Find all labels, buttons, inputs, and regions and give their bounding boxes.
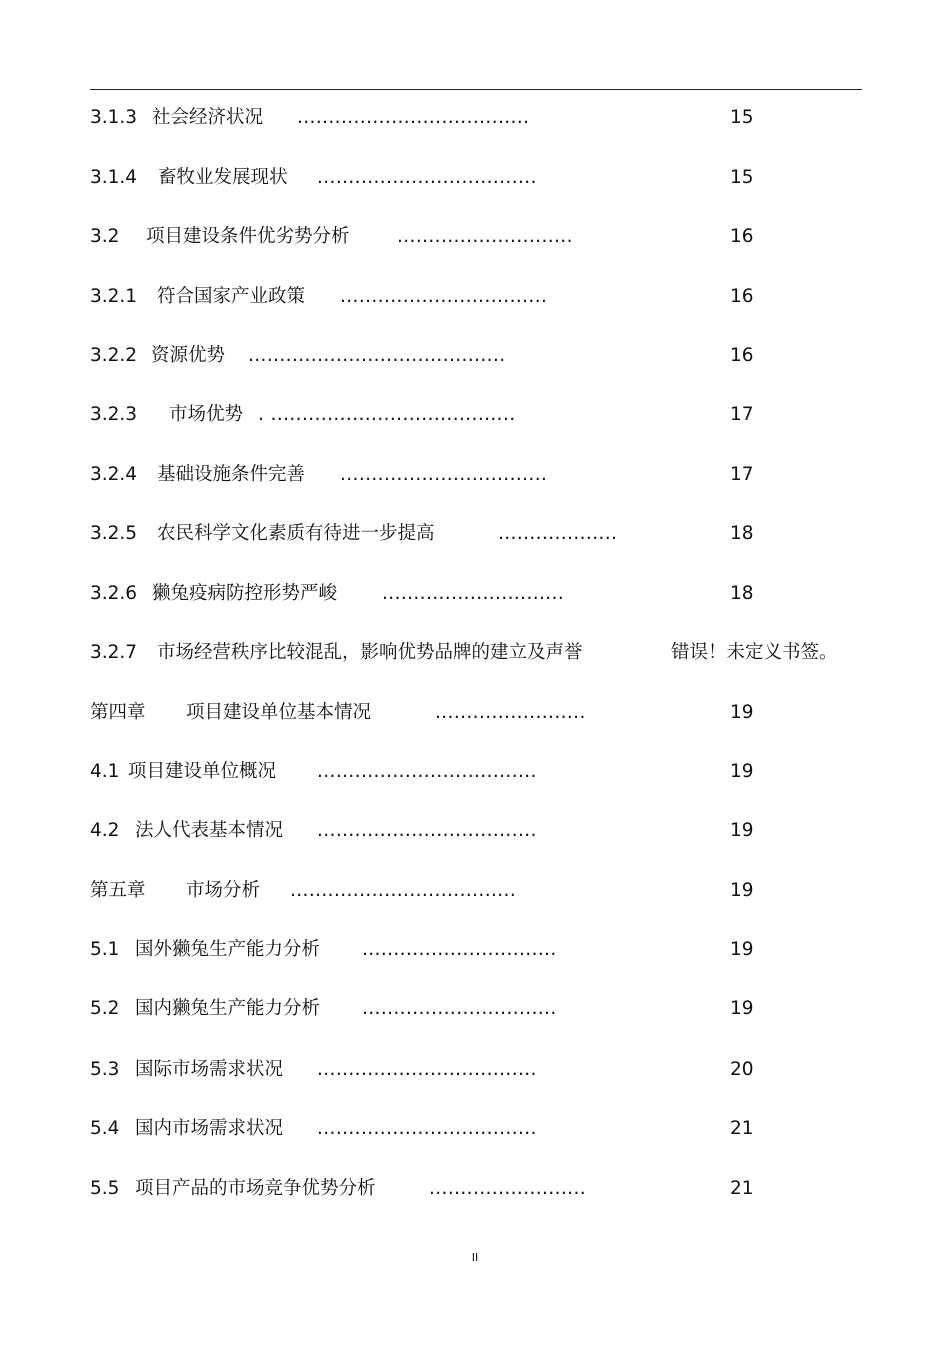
toc-entry-page: 17 <box>730 404 754 425</box>
toc-entry-number: 5.4 <box>90 1118 120 1139</box>
toc-entry-title: 畜牧业发展现状 <box>158 167 288 188</box>
toc-entry-page: 19 <box>730 702 754 723</box>
toc-entry-page: 16 <box>730 286 754 307</box>
toc-entry-page: 15 <box>730 167 754 188</box>
toc-entry-page: 19 <box>730 939 754 960</box>
toc-entry[interactable] <box>90 163 870 193</box>
toc-entry-number: 第五章 <box>90 880 146 901</box>
toc-entry[interactable] <box>90 460 870 490</box>
toc-entry-page: 18 <box>730 523 754 544</box>
toc-entry-leader: ......................................... <box>248 345 506 366</box>
toc-entry-leader: ................................. <box>340 286 548 307</box>
toc-entry-page: 21 <box>730 1118 754 1139</box>
toc-entry-title: 符合国家产业政策 <box>157 286 306 307</box>
toc-entry-title: 国外獭兔生产能力分析 <box>135 939 321 960</box>
toc-entry[interactable] <box>90 341 870 371</box>
toc-entry-page: 20 <box>730 1059 754 1080</box>
toc-entry[interactable] <box>90 638 870 668</box>
toc-entry[interactable] <box>90 400 870 430</box>
toc-entry-number: 3.2.6 <box>90 583 138 604</box>
toc-entry[interactable] <box>90 698 870 728</box>
toc-entry-leader: ................................... <box>317 167 537 188</box>
toc-entry-number: 4.1 <box>90 761 120 782</box>
toc-entry-title: 农民科学文化素质有待进一步提高 <box>157 523 435 544</box>
toc-entry-leader: ............................... <box>362 939 557 960</box>
toc-entry-number: 3.1.4 <box>90 167 138 188</box>
toc-entry-page: 15 <box>730 107 754 128</box>
toc-entry-number: 5.2 <box>90 998 120 1019</box>
toc-entry-page: 16 <box>730 226 754 247</box>
toc-entry-number: 第四章 <box>90 702 146 723</box>
toc-entry-page: 19 <box>730 880 754 901</box>
toc-entry-title: 项目建设单位基本情况 <box>186 702 372 723</box>
toc-entry[interactable] <box>90 282 870 312</box>
toc-entry[interactable] <box>90 579 870 609</box>
toc-entry-page: 16 <box>730 345 754 366</box>
toc-entry[interactable] <box>90 103 870 133</box>
toc-entry-number: 5.3 <box>90 1059 120 1080</box>
toc-entry-leader: ........................ <box>435 702 586 723</box>
toc-entry-title: 市场经营秩序比较混乱，影响优势品牌的建立及声誉 <box>157 642 583 663</box>
toc-entry-number: 3.2.4 <box>90 464 138 485</box>
toc-entry-title: 獭兔疫病防控形势严峻 <box>152 583 338 604</box>
toc-entry[interactable] <box>90 1174 870 1204</box>
toc-entry[interactable] <box>90 1055 870 1085</box>
toc-entry[interactable] <box>90 1114 870 1144</box>
toc-entry-page: 19 <box>730 761 754 782</box>
toc-entry-number: 5.5 <box>90 1178 120 1199</box>
toc-entry[interactable] <box>90 994 870 1024</box>
toc-entry-number: 3.1.3 <box>90 107 138 128</box>
toc-entry[interactable] <box>90 519 870 549</box>
toc-entry-number: 4.2 <box>90 820 120 841</box>
toc-entry[interactable] <box>90 816 870 846</box>
toc-entry-page: 18 <box>730 583 754 604</box>
toc-entry-title: 资源优势 <box>151 345 226 366</box>
toc-entry-leader: ..................................... <box>297 107 530 128</box>
toc-entry-title: 市场优势 <box>169 404 244 425</box>
toc-entry-leader: ................................. <box>340 464 548 485</box>
toc-entry[interactable] <box>90 876 870 906</box>
toc-entry-number: 3.2 <box>90 226 120 247</box>
toc-entry-title: 国际市场需求状况 <box>135 1059 284 1080</box>
toc-entry-title: 社会经济状况 <box>152 107 264 128</box>
toc-entry-page: 错误！未定义书签。 <box>671 642 838 663</box>
toc-entry[interactable] <box>90 757 870 787</box>
toc-entry-leader: ................................... <box>317 761 537 782</box>
toc-entry[interactable] <box>90 935 870 965</box>
toc-entry-leader: . ....................................... <box>258 404 516 425</box>
toc-entry-title: 项目产品的市场竞争优势分析 <box>135 1178 376 1199</box>
toc-entry-page: 19 <box>730 820 754 841</box>
toc-entry-leader: ............................ <box>397 226 573 247</box>
toc-entry-number: 3.2.3 <box>90 404 138 425</box>
toc-entry-leader: .................................... <box>290 880 517 901</box>
toc-entry-leader: ......................... <box>429 1178 587 1199</box>
toc-entry-leader: ............................. <box>382 583 565 604</box>
toc-entry-page: 19 <box>730 998 754 1019</box>
toc-entry-leader: ................................... <box>317 1059 537 1080</box>
toc-entry-title: 基础设施条件完善 <box>157 464 306 485</box>
toc-entry-title: 国内獭兔生产能力分析 <box>135 998 321 1019</box>
toc-entry-number: 3.2.2 <box>90 345 138 366</box>
toc-entry-leader: ................................... <box>317 1118 537 1139</box>
toc-entry-page: 21 <box>730 1178 754 1199</box>
toc-entry-title: 项目建设条件优劣势分析 <box>146 226 350 247</box>
toc-entry-leader: ............................... <box>362 998 557 1019</box>
page-number: II <box>471 1251 479 1264</box>
toc-entry-title: 项目建设单位概况 <box>128 761 277 782</box>
toc-entry-number: 3.2.7 <box>90 642 138 663</box>
toc-entry-leader: ................................... <box>317 820 537 841</box>
toc-entry-title: 市场分析 <box>186 880 261 901</box>
toc-entry[interactable] <box>90 222 870 252</box>
toc-entry-page: 17 <box>730 464 754 485</box>
header-rule <box>90 89 862 90</box>
toc-entry-number: 3.2.1 <box>90 286 138 307</box>
toc-entry-number: 3.2.5 <box>90 523 138 544</box>
toc-entry-number: 5.1 <box>90 939 120 960</box>
toc-entry-title: 国内市场需求状况 <box>135 1118 284 1139</box>
toc-entry-leader: ................... <box>498 523 618 544</box>
toc-entry-title: 法人代表基本情况 <box>135 820 284 841</box>
